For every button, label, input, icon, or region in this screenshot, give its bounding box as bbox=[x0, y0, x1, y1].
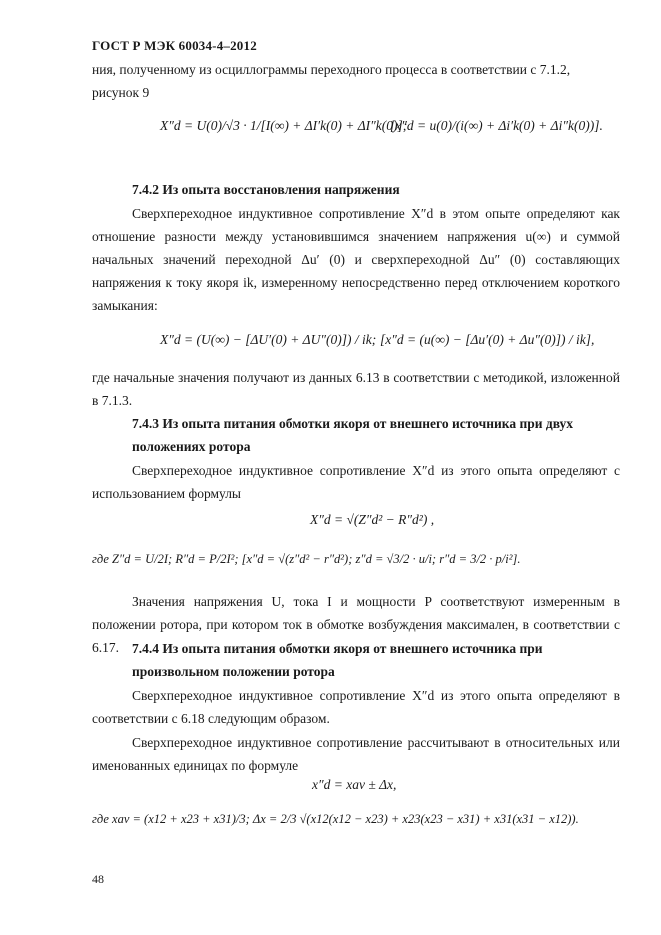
section-744-heading: 7.4.4 Из опыта питания обмотки якоря от внешнего источника при произвольном положении ротора bbox=[132, 641, 543, 679]
section-742-heading: 7.4.2 Из опыта восстановления напряжения bbox=[132, 182, 400, 197]
formula-744-main: x″d = xav ± Δx, bbox=[312, 777, 397, 792]
formula-742-left: X″d = (U(∞) − [ΔU′(0) + ΔU″(0)]) / ik; bbox=[160, 332, 377, 347]
section-744-paragraph-2: Сверхпереходное индуктивное сопротивление рассчитывают в относительных или именованных единицах по формуле bbox=[92, 735, 620, 773]
formula-742-right: [x″d = (u(∞) − [Δu′(0) + Δu″(0)]) / ik], bbox=[380, 332, 595, 347]
document-header: ГОСТ Р МЭК 60034-4–2012 bbox=[92, 38, 257, 53]
section-743-note: Значения напряжения U, тока I и мощности P соответствуют измеренным в положении ротора, при котором ток в обмотке возбуждения максимален, в соответствии с 6.17. bbox=[92, 594, 620, 655]
formula-1-right: [x″d = u(0)/(i(∞) + Δi′k(0) + Δi″k(0))]. bbox=[390, 118, 603, 133]
formula-743-main: X″d = √(Z″d² − R″d²) , bbox=[310, 512, 435, 527]
formula-744-where: где xav = (x12 + x23 + x31)/3; Δx = 2/3 √(x12(x12 − x23) + x23(x23 − x31) + x31(x31 − x12)). bbox=[92, 812, 579, 826]
section-744-paragraph-1: Сверхпереходное индуктивное сопротивление X″d из этого опыта определяют в соответствии с 6.18 следующим образом. bbox=[92, 688, 620, 726]
intro-line-2: рисунок 9 bbox=[92, 85, 150, 100]
section-742-paragraph: Сверхпереходное индуктивное сопротивление X″d в этом опыте определяют как отношение разности между установившимся значением напряжения u(∞) и суммой начальных значений переходной Δu′ (0) и сверхпереходной Δu″ (0) составляющих напряжения к току якоря ik, измеренному непосредственно перед отключением короткого замыкания: bbox=[92, 206, 620, 313]
section-743-paragraph: Сверхпереходное индуктивное сопротивление X″d из этого опыта определяют с использованием формулы bbox=[92, 463, 620, 501]
section-743-heading: 7.4.3 Из опыта питания обмотки якоря от внешнего источника при двух положениях ротора bbox=[132, 416, 574, 454]
page-number: 48 bbox=[92, 872, 104, 886]
formula-743-where: где Z″d = U/2I; R″d = P/2I²; [x″d = √(z″d² − r″d²); z″d = √3/2 · u/i; r″d = 3/2 · p/i²]. bbox=[92, 552, 521, 566]
formula-1-left: X″d = U(0)/√3 · 1/[I(∞) + ΔI′k(0) + ΔI″k(0)]; bbox=[160, 118, 408, 133]
intro-line-1: ния, полученному из осциллограммы переходного процесса в соответствии с 7.1.2, bbox=[92, 62, 571, 77]
section-742-note: где начальные значения получают из данных 6.13 в соответствии с методикой, изложенной в 7.1.3. bbox=[92, 370, 620, 408]
